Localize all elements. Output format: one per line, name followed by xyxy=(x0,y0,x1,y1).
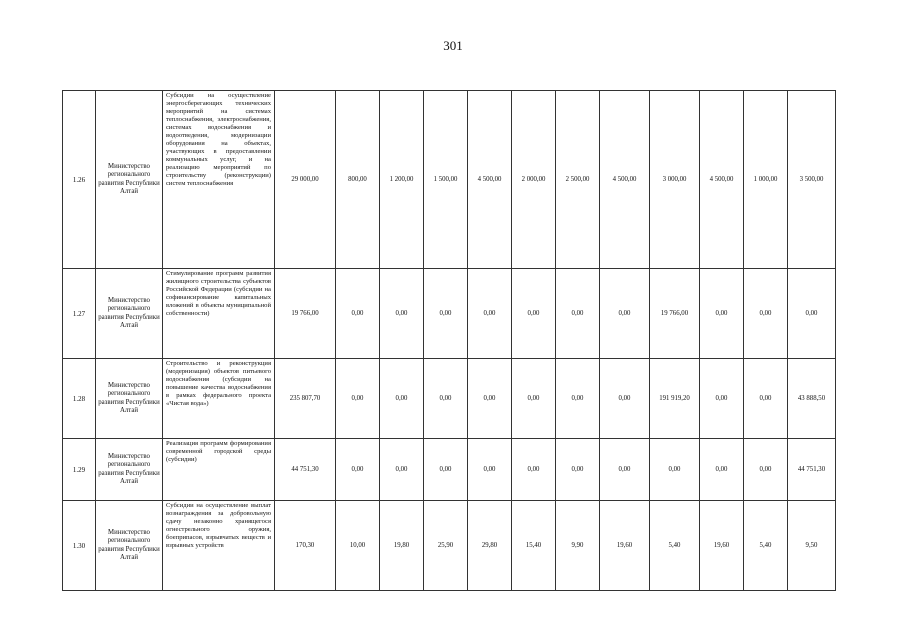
value-cell: 0,00 xyxy=(600,439,650,501)
table-row xyxy=(63,359,836,439)
description-cell: Реализация программ формирования современной городской среды (субсидии) xyxy=(163,439,275,501)
value-cell: 800,00 xyxy=(336,91,380,269)
row-index: 1.27 xyxy=(63,269,96,359)
ministry-cell: Министерство регионального развития Республики Алтай xyxy=(96,359,163,439)
value-cell: 2 500,00 xyxy=(556,91,600,269)
ministry-cell: Министерство регионального развития Республики Алтай xyxy=(96,439,163,501)
value-cell: 5,40 xyxy=(650,501,700,591)
value-cell: 0,00 xyxy=(556,359,600,439)
value-cell: 170,30 xyxy=(275,501,336,591)
description-cell: Стимулирование программ развития жилищного строительства субъектов Российской Федерации (субсидии на софинансирование капитальных вложений в объекты муниципальной собственности) xyxy=(163,269,275,359)
value-cell: 0,00 xyxy=(424,359,468,439)
value-cell: 19,60 xyxy=(700,501,744,591)
value-cell: 19 766,00 xyxy=(275,269,336,359)
value-cell: 0,00 xyxy=(512,439,556,501)
ministry-cell: Министерство регионального развития Республики Алтай xyxy=(96,91,163,269)
value-cell: 9,90 xyxy=(556,501,600,591)
value-cell: 0,00 xyxy=(744,359,788,439)
table-row xyxy=(63,501,836,591)
value-cell: 0,00 xyxy=(556,269,600,359)
value-cell: 2 000,00 xyxy=(512,91,556,269)
value-cell: 0,00 xyxy=(700,359,744,439)
value-cell: 1 500,00 xyxy=(424,91,468,269)
value-cell: 0,00 xyxy=(336,359,380,439)
value-cell: 0,00 xyxy=(650,439,700,501)
value-cell: 0,00 xyxy=(468,359,512,439)
value-cell: 29 000,00 xyxy=(275,91,336,269)
value-cell: 0,00 xyxy=(512,359,556,439)
value-cell: 3 500,00 xyxy=(788,91,836,269)
value-cell: 43 888,50 xyxy=(788,359,836,439)
value-cell: 10,00 xyxy=(336,501,380,591)
description-cell: Строительство и реконструкция (модернизация) объектов питьевого водоснабжения (субсидии на повышение качества водоснабжения в рамках федерального проекта «Чистая вода») xyxy=(163,359,275,439)
value-cell: 0,00 xyxy=(700,269,744,359)
table-row xyxy=(63,269,836,359)
value-cell: 44 751,30 xyxy=(788,439,836,501)
value-cell: 0,00 xyxy=(788,269,836,359)
row-index: 1.26 xyxy=(63,91,96,269)
value-cell: 25,90 xyxy=(424,501,468,591)
value-cell: 1 000,00 xyxy=(744,91,788,269)
value-cell: 0,00 xyxy=(336,439,380,501)
value-cell: 0,00 xyxy=(744,269,788,359)
value-cell: 0,00 xyxy=(744,439,788,501)
budget-table xyxy=(62,90,836,591)
value-cell: 1 200,00 xyxy=(380,91,424,269)
value-cell: 0,00 xyxy=(468,269,512,359)
value-cell: 44 751,30 xyxy=(275,439,336,501)
row-index: 1.28 xyxy=(63,359,96,439)
value-cell: 19,80 xyxy=(380,501,424,591)
value-cell: 0,00 xyxy=(336,269,380,359)
page-number: 301 xyxy=(443,38,463,53)
value-cell: 3 000,00 xyxy=(650,91,700,269)
value-cell: 0,00 xyxy=(380,359,424,439)
row-index: 1.30 xyxy=(63,501,96,591)
value-cell: 0,00 xyxy=(512,269,556,359)
value-cell: 4 500,00 xyxy=(700,91,744,269)
description-cell: Субсидии на осуществление выплат вознаграждения за добровольную сдачу незаконно хранящегося огнестрельного оружия, боеприпасов, взрывчатых веществ и взрывных устройств xyxy=(163,501,275,591)
value-cell: 0,00 xyxy=(600,269,650,359)
value-cell: 19,60 xyxy=(600,501,650,591)
value-cell: 0,00 xyxy=(380,269,424,359)
description-cell: Субсидии на осуществление энергосберегающих технических мероприятий на системах теплоснабжения, электроснабжения, системах водоснабжения и водоотведения, модернизации оборудования на объектах, участвующих в предоставлении коммунальных услуг, и на реализацию мероприятий по строительству (реконструкции) систем теплоснабжения xyxy=(163,91,275,269)
value-cell: 4 500,00 xyxy=(600,91,650,269)
value-cell: 0,00 xyxy=(424,439,468,501)
value-cell: 15,40 xyxy=(512,501,556,591)
table-row xyxy=(63,91,836,269)
ministry-cell: Министерство регионального развития Республики Алтай xyxy=(96,269,163,359)
value-cell: 0,00 xyxy=(700,439,744,501)
value-cell: 4 500,00 xyxy=(468,91,512,269)
table-row xyxy=(63,439,836,501)
value-cell: 5,40 xyxy=(744,501,788,591)
value-cell: 29,80 xyxy=(468,501,512,591)
value-cell: 0,00 xyxy=(600,359,650,439)
value-cell: 235 807,70 xyxy=(275,359,336,439)
value-cell: 0,00 xyxy=(556,439,600,501)
value-cell: 19 766,00 xyxy=(650,269,700,359)
value-cell: 9,50 xyxy=(788,501,836,591)
value-cell: 0,00 xyxy=(424,269,468,359)
row-index: 1.29 xyxy=(63,439,96,501)
ministry-cell: Министерство регионального развития Республики Алтай xyxy=(96,501,163,591)
value-cell: 191 919,20 xyxy=(650,359,700,439)
value-cell: 0,00 xyxy=(380,439,424,501)
value-cell: 0,00 xyxy=(468,439,512,501)
